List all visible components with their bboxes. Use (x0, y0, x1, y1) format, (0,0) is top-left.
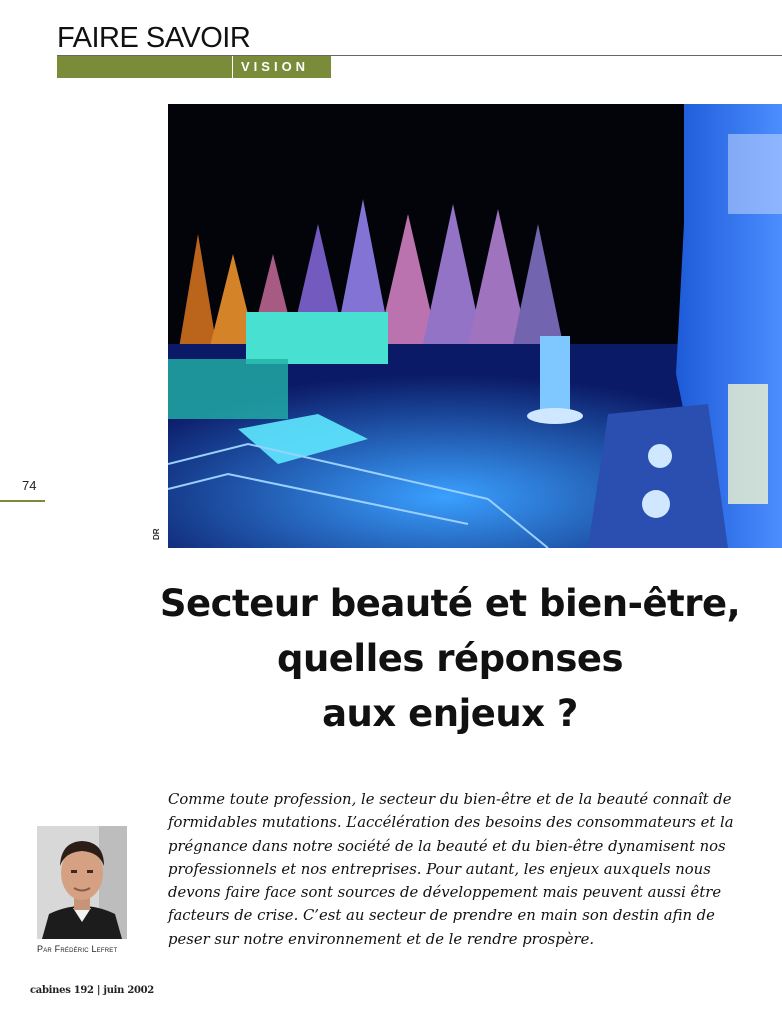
title-line: quelles réponses (276, 637, 623, 680)
spa-night-photo (168, 104, 782, 548)
footer-issue: cabines 192 | juin 2002 (30, 985, 154, 996)
section-green-bar (57, 56, 232, 78)
lead-line: professionnels et nos entreprises. Pour autant, les enjeux auxquels nous (168, 860, 711, 878)
author-portrait (37, 826, 127, 939)
lead-line: devons faire face sont sources de développement mais peuvent aussi être (168, 884, 722, 902)
title-line: Secteur beauté et bien-être, (159, 582, 741, 625)
lead-line: Comme toute profession, le secteur du bien-être et de la beauté connaît de (168, 791, 732, 808)
page-number: 74 (22, 478, 37, 493)
lead-line: prégnance dans notre société de la beauté et du bien-être dynamisent nos (168, 837, 726, 855)
lead-line: facteurs de crise. C’est au secteur de prendre en main son destin afin de (168, 907, 715, 925)
subsection-label: VISION (233, 56, 331, 78)
section-title: FAIRE SAVOIR (57, 22, 251, 54)
article-title (150, 576, 750, 741)
lead-line: peser sur notre environnement et de le rendre prospère. (168, 930, 595, 948)
lead-line: formidables mutations. L’accélération des besoins des consommateurs et la (168, 814, 734, 832)
author-byline: Par Frédéric Lefret (37, 944, 118, 954)
title-line: aux enjeux ? (322, 692, 578, 735)
lead-paragraph (168, 788, 734, 951)
photo-credit: DR (152, 528, 161, 540)
page-number-rule (0, 500, 45, 502)
